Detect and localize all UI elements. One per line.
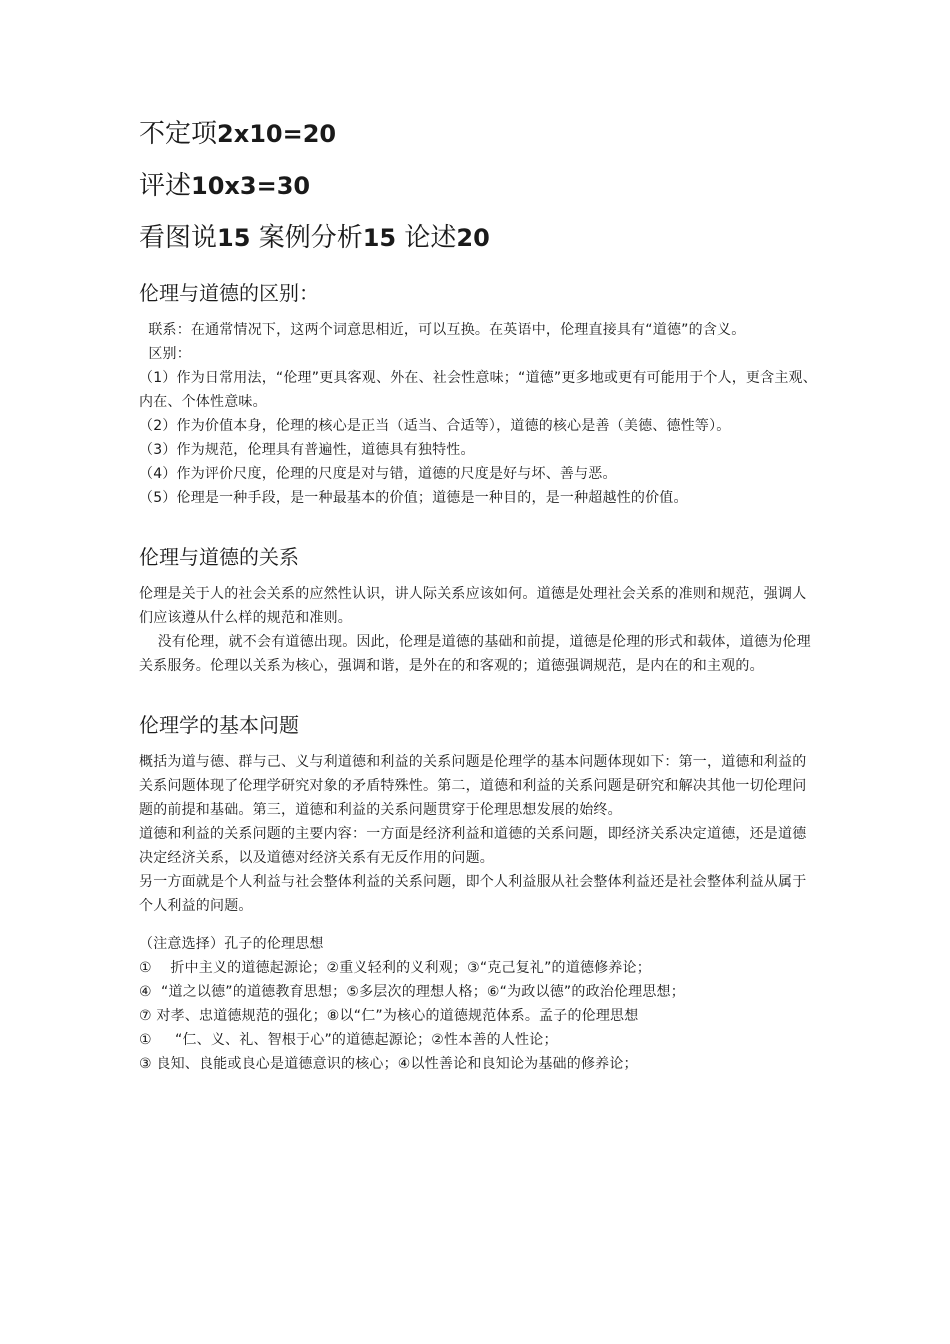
score-line-2-value: 10x3=30 [191,172,311,200]
list-line: （注意选择）孔子的伦理思想 [139,936,324,952]
score-line-3-value-3: 20 [456,224,490,252]
section-3-body [139,750,819,918]
section-3-title: 伦理学的基本问题 [139,713,299,737]
list-line: ① 折中主义的道德起源论；②重义轻利的义利观；③“克己复礼”的道德修养论； [139,960,651,976]
score-line-2-text: 评述 [139,171,192,201]
score-line-3 [139,222,819,254]
paragraph: 联系：在通常情况下，这两个词意思相近，可以互换。在英语中，伦理直接具有“道德”的含义。 [139,322,746,338]
score-line-3-text-3: 论述 [404,223,457,253]
paragraph: 另一方面就是个人利益与社会整体利益的关系问题，即个人利益服从社会整体利益还是社会整体利益从属于个人利益的问题。 [139,874,807,914]
score-line-2 [139,170,819,202]
score-line-3-text-1: 看图说 [139,223,218,253]
document-content [139,118,819,1076]
paragraph: （2）作为价值本身，伦理的核心是正当（适当、合适等），道德的核心是善（美德、德性等）。 [139,418,731,434]
score-line-1-text: 不定项 [139,119,218,149]
score-line-1-value: 2x10=20 [217,120,337,148]
section-2-title: 伦理与道德的关系 [139,545,299,569]
score-line-3-text-2: 案例分析 [258,223,363,253]
list-line: ③ 良知、良能或良心是道德意识的核心；④以性善论和良知论为基础的修养论； [139,1056,638,1072]
paragraph: 道德和利益的关系问题的主要内容：一方面是经济利益和道德的关系问题，即经济关系决定道德，还是道德决定经济关系，以及道德对经济关系有无反作用的问题。 [139,826,807,866]
paragraph: 伦理是关于人的社会关系的应然性认识，讲人际关系应该如何。道德是处理社会关系的准则和规范，强调人们应该遵从什么样的规范和准则。 [139,586,807,626]
section-4-body [139,932,819,1076]
paragraph: （3）作为规范，伦理具有普遍性，道德具有独特性。 [139,442,475,458]
paragraph: （5）伦理是一种手段，是一种最基本的价值；道德是一种目的，是一种超越性的价值。 [139,490,688,506]
paragraph: 没有伦理，就不会有道德出现。因此，伦理是道德的基础和前提，道德是伦理的形式和载体，道德为伦理关系服务。伦理以关系为核心，强调和谐，是外在的和客观的；道德强调规范，是内在的和主观的。 [139,634,811,674]
section-1-title: 伦理与道德的区别： [139,281,319,305]
section-1-body [139,318,819,510]
section-2-body [139,582,819,678]
paragraph: （4）作为评价尺度，伦理的尺度是对与错，道德的尺度是好与坏、善与恶。 [139,466,617,482]
score-line-3-value-2: 15 [362,224,397,252]
paragraph: （1）作为日常用法，“伦理”更具客观、外在、社会性意味；“道德”更多地或更有可能用于个人，更含主观、内在、个体性意味。 [139,370,817,410]
paragraph: 区别： [139,346,191,362]
score-line-1 [139,118,819,150]
list-line: ⑦ 对孝、忠道德规范的强化；⑧以“仁”为核心的道德规范体系。孟子的伦理思想 [139,1008,639,1024]
score-line-3-value-1: 15 [217,224,251,252]
paragraph: 概括为道与德、群与己、义与利道德和利益的关系问题是伦理学的基本问题体现如下：第一，道德和利益的关系问题体现了伦理学研究对象的矛盾特殊性。第二，道德和利益的关系问题是研究和解决其他一切伦理问题的前提和基础。第三，道德和利益的关系问题贯穿于伦理思想发展的始终。 [139,754,807,818]
list-line: ④ “道之以德”的道德教育思想；⑤多层次的理想人格；⑥“为政以德”的政治伦理思想； [139,984,685,1000]
list-line: ① “仁、义、礼、智根于心”的道德起源论；②性本善的人性论； [139,1032,558,1048]
